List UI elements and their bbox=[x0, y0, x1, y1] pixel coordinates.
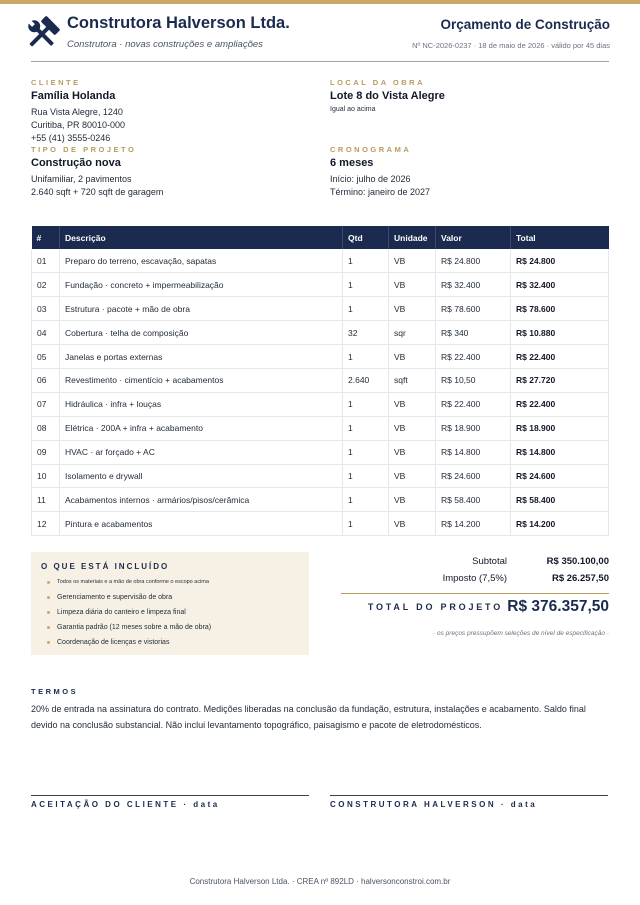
row-quantity: 1 bbox=[343, 297, 389, 321]
table-row bbox=[32, 488, 609, 512]
row-unit: VB bbox=[389, 440, 436, 464]
client-city: Curitiba, PR 80010-000 bbox=[31, 120, 126, 130]
table-row bbox=[32, 249, 609, 273]
row-total: R$ 58.400 bbox=[511, 488, 609, 512]
schedule-end: Término: janeiro de 2027 bbox=[330, 187, 431, 197]
client-name: Família Holanda bbox=[31, 90, 116, 102]
row-total: R$ 10.880 bbox=[511, 321, 609, 345]
table-row bbox=[32, 392, 609, 416]
site-note: Igual ao acima bbox=[330, 106, 376, 113]
project-type-label: TIPO DE PROJETO bbox=[31, 145, 137, 154]
row-number: 08 bbox=[32, 416, 60, 440]
page-footer: Construtora Halverson Ltda. · CREA nº 892LD · halversonconstroi.com.br bbox=[189, 877, 451, 886]
table-row bbox=[32, 512, 609, 536]
row-quantity: 2.640 bbox=[343, 368, 389, 392]
bullet-icon bbox=[47, 596, 50, 599]
included-box bbox=[31, 552, 309, 655]
schedule-section bbox=[330, 145, 430, 197]
row-description: HVAC · ar forçado + AC bbox=[60, 440, 343, 464]
bullet-icon bbox=[47, 626, 50, 629]
col-price: Valor bbox=[436, 226, 511, 249]
row-quantity: 1 bbox=[343, 392, 389, 416]
row-total: R$ 32.400 bbox=[511, 273, 609, 297]
included-title: O QUE ESTÁ INCLUÍDO bbox=[41, 562, 170, 571]
project-type-name: Construção nova bbox=[31, 157, 121, 169]
list-item: Gerenciamento e supervisão de obra bbox=[41, 590, 299, 605]
row-unit: VB bbox=[389, 488, 436, 512]
row-price: R$ 22.400 bbox=[436, 345, 511, 369]
row-total: R$ 24.800 bbox=[511, 249, 609, 273]
grand-total-value: R$ 376.357,50 bbox=[507, 598, 609, 615]
contractor-signature-label: CONSTRUTORA HALVERSON · data bbox=[330, 800, 538, 809]
list-item: Garantia padrão (12 meses sobre a mão de obra) bbox=[41, 620, 299, 635]
row-total: R$ 22.400 bbox=[511, 392, 609, 416]
col-description: Descrição bbox=[60, 226, 343, 249]
client-section bbox=[31, 78, 125, 143]
company-name: Construtora Halverson Ltda. bbox=[67, 14, 290, 32]
row-number: 09 bbox=[32, 440, 60, 464]
row-unit: VB bbox=[389, 512, 436, 536]
totals-divider bbox=[341, 593, 609, 594]
table-row bbox=[32, 416, 609, 440]
row-total: R$ 24.600 bbox=[511, 464, 609, 488]
row-description: Elétrica · 200A + infra + acabamento bbox=[60, 416, 343, 440]
row-total: R$ 14.800 bbox=[511, 440, 609, 464]
line-items-table bbox=[31, 226, 609, 536]
row-quantity: 1 bbox=[343, 273, 389, 297]
table-row bbox=[32, 368, 609, 392]
project-type-section bbox=[31, 145, 163, 197]
row-total: R$ 27.720 bbox=[511, 368, 609, 392]
table-row bbox=[32, 440, 609, 464]
row-price: R$ 340 bbox=[436, 321, 511, 345]
row-unit: VB bbox=[389, 464, 436, 488]
project-type-detail: Unifamiliar, 2 pavimentos bbox=[31, 174, 132, 184]
col-number: # bbox=[32, 226, 60, 249]
row-number: 11 bbox=[32, 488, 60, 512]
client-signature-line bbox=[31, 795, 309, 796]
row-description: Revestimento · cimentício + acabamentos bbox=[60, 368, 343, 392]
col-total: Total bbox=[511, 226, 609, 249]
row-price: R$ 24.600 bbox=[436, 464, 511, 488]
row-price: R$ 32.400 bbox=[436, 273, 511, 297]
row-description: Preparo do terreno, escavação, sapatas bbox=[60, 249, 343, 273]
tax-label: Imposto (7,5%) bbox=[442, 573, 507, 584]
row-total: R$ 14.200 bbox=[511, 512, 609, 536]
row-total: R$ 78.600 bbox=[511, 297, 609, 321]
subtotal-value: R$ 350.100,00 bbox=[546, 556, 609, 567]
row-quantity: 1 bbox=[343, 464, 389, 488]
list-item: Limpeza diária do canteiro e limpeza final bbox=[41, 605, 299, 620]
tax-value: R$ 26.257,50 bbox=[551, 573, 609, 584]
tax-row bbox=[341, 573, 609, 588]
client-signature-label: ACEITAÇÃO DO CLIENTE · data bbox=[31, 800, 220, 809]
table-row bbox=[32, 321, 609, 345]
list-item: Todos os materiais e a mão de obra conforme o escopo acima bbox=[41, 575, 299, 590]
table-header-row bbox=[32, 226, 609, 249]
row-quantity: 1 bbox=[343, 512, 389, 536]
table-row bbox=[32, 345, 609, 369]
row-price: R$ 78.600 bbox=[436, 297, 511, 321]
row-total: R$ 18.900 bbox=[511, 416, 609, 440]
row-unit: VB bbox=[389, 392, 436, 416]
totals-block bbox=[341, 556, 609, 588]
row-quantity: 1 bbox=[343, 488, 389, 512]
site-section bbox=[330, 78, 445, 113]
row-number: 07 bbox=[32, 392, 60, 416]
schedule-start: Início: julho de 2026 bbox=[330, 174, 411, 184]
row-description: Acabamentos internos · armários/pisos/cerâmica bbox=[60, 488, 343, 512]
row-number: 02 bbox=[32, 273, 60, 297]
pricing-note: · os preços pressupõem seleções de nível de especificação · bbox=[433, 630, 609, 637]
terms-label: TERMOS bbox=[31, 687, 79, 696]
list-item: Coordenação de licenças e vistorias bbox=[41, 635, 299, 650]
top-accent-bar bbox=[0, 0, 640, 4]
row-description: Estrutura · pacote + mão de obra bbox=[60, 297, 343, 321]
row-number: 06 bbox=[32, 368, 60, 392]
row-price: R$ 22.400 bbox=[436, 392, 511, 416]
row-number: 10 bbox=[32, 464, 60, 488]
row-unit: VB bbox=[389, 249, 436, 273]
row-price: R$ 24.800 bbox=[436, 249, 511, 273]
row-quantity: 32 bbox=[343, 321, 389, 345]
contractor-signature-line bbox=[330, 795, 608, 796]
table-row bbox=[32, 464, 609, 488]
row-number: 01 bbox=[32, 249, 60, 273]
row-price: R$ 14.800 bbox=[436, 440, 511, 464]
row-number: 12 bbox=[32, 512, 60, 536]
row-quantity: 1 bbox=[343, 416, 389, 440]
project-type-area: 2.640 sqft + 720 sqft de garagem bbox=[31, 187, 164, 197]
bullet-icon bbox=[47, 581, 50, 584]
grand-total-label: TOTAL DO PROJETO bbox=[367, 602, 503, 612]
row-total: R$ 22.400 bbox=[511, 345, 609, 369]
client-address: Rua Vista Alegre, 1240 bbox=[31, 107, 123, 117]
bullet-icon bbox=[47, 611, 50, 614]
row-quantity: 1 bbox=[343, 440, 389, 464]
row-unit: sqr bbox=[389, 321, 436, 345]
row-unit: VB bbox=[389, 297, 436, 321]
col-quantity: Qtd bbox=[343, 226, 389, 249]
row-number: 03 bbox=[32, 297, 60, 321]
row-unit: VB bbox=[389, 416, 436, 440]
schedule-label: CRONOGRAMA bbox=[330, 145, 412, 154]
row-description: Janelas e portas externas bbox=[60, 345, 343, 369]
document-title: Orçamento de Construção bbox=[440, 17, 610, 32]
document-meta: Nº NC-2026-0237 · 18 de maio de 2026 · válido por 45 dias bbox=[412, 41, 610, 50]
terms-text: 20% de entrada na assinatura do contrato. Medições liberadas na conclusão da fundação, estrutura, instalações e acabamento. Saldo final devido na conclusão substancial. Não inclui levantamento topográfico, paisagismo e pacote de eletrodomésticos. bbox=[31, 704, 586, 730]
row-description: Pintura e acabamentos bbox=[60, 512, 343, 536]
row-number: 05 bbox=[32, 345, 60, 369]
row-unit: VB bbox=[389, 273, 436, 297]
company-tagline: Construtora · novas construções e ampliações bbox=[67, 39, 263, 50]
table-row bbox=[32, 273, 609, 297]
row-price: R$ 14.200 bbox=[436, 512, 511, 536]
row-unit: sqft bbox=[389, 368, 436, 392]
col-unit: Unidade bbox=[389, 226, 436, 249]
row-quantity: 1 bbox=[343, 345, 389, 369]
document-header bbox=[24, 14, 610, 60]
schedule-duration: 6 meses bbox=[330, 157, 374, 169]
row-description: Hidráulica · infra + louças bbox=[60, 392, 343, 416]
included-list bbox=[41, 575, 299, 650]
site-label: LOCAL DA OBRA bbox=[330, 78, 425, 87]
row-quantity: 1 bbox=[343, 249, 389, 273]
row-description: Fundação · concreto + impermeabilização bbox=[60, 273, 343, 297]
row-description: Cobertura · telha de composição bbox=[60, 321, 343, 345]
header-divider bbox=[31, 61, 609, 62]
row-number: 04 bbox=[32, 321, 60, 345]
subtotal-row bbox=[341, 556, 609, 571]
row-price: R$ 10,50 bbox=[436, 368, 511, 392]
site-name: Lote 8 do Vista Alegre bbox=[330, 90, 445, 102]
client-label: CLIENTE bbox=[31, 78, 81, 87]
client-phone: +55 (41) 3555-0246 bbox=[31, 133, 111, 143]
row-price: R$ 18.900 bbox=[436, 416, 511, 440]
row-description: Isolamento e drywall bbox=[60, 464, 343, 488]
row-unit: VB bbox=[389, 345, 436, 369]
row-price: R$ 58.400 bbox=[436, 488, 511, 512]
table-row bbox=[32, 297, 609, 321]
bullet-icon bbox=[47, 641, 50, 644]
subtotal-label: Subtotal bbox=[472, 556, 507, 567]
hammer-wrench-icon bbox=[24, 16, 60, 52]
